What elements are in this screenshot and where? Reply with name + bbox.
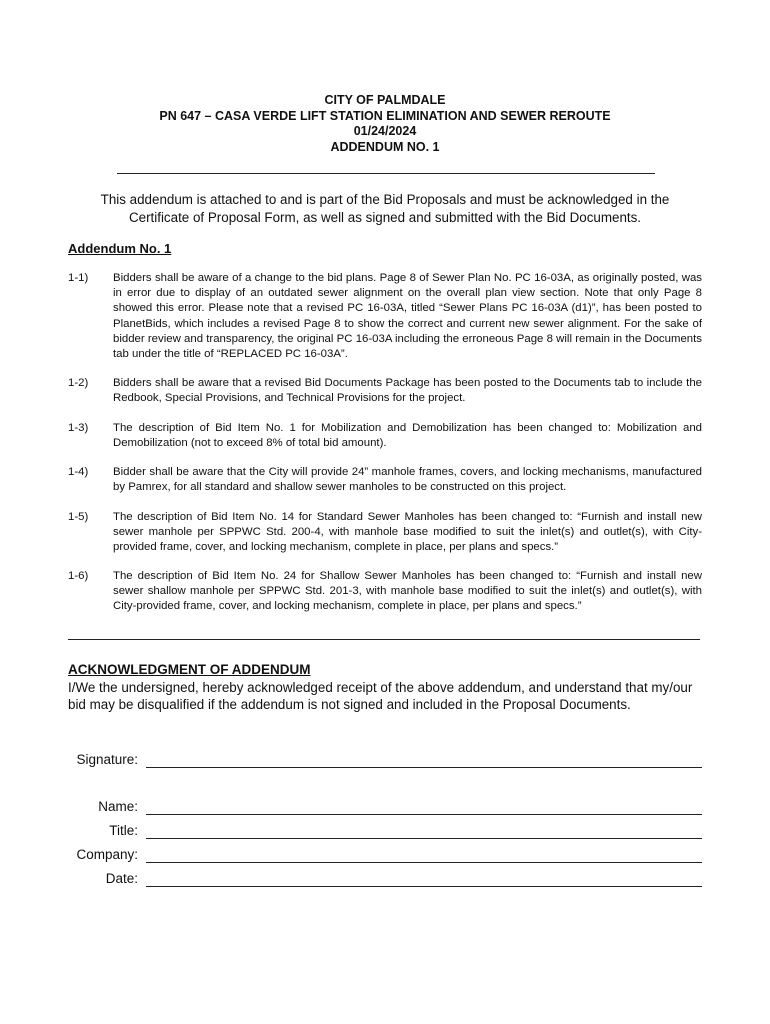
item-text: The description of Bid Item No. 24 for Shallow Sewer Manholes has been changed to: “Furnish and install new sewer shallow manhole per SPPWC Std. 201-3, with manhole base modified to suit the inlet(s) and outlet(s), with City-provided frame, cover, and locking mechanism, complete in place, per plans and specs.”: [113, 570, 702, 613]
company-line[interactable]: [146, 862, 702, 863]
addendum-number: ADDENDUM NO. 1: [330, 139, 440, 154]
signature-line[interactable]: [146, 767, 702, 768]
name-row: [0, 798, 770, 818]
company-label: Company:: [76, 847, 138, 862]
title-label: Title:: [109, 823, 138, 838]
signature-row: [0, 751, 770, 771]
date-label: Date:: [105, 871, 138, 886]
item-text: Bidders shall be aware that a revised Bid Documents Package has been posted to the Documents tab to include the Redbook, Special Provisions, and Technical Provisions for the project.: [113, 377, 702, 405]
title-line[interactable]: [146, 838, 702, 839]
item-number: 1-1): [68, 272, 89, 284]
header-divider: [117, 173, 655, 174]
name-label: Name:: [98, 799, 138, 814]
item-number: 1-4): [68, 466, 89, 478]
intro-paragraph: This addendum is attached to and is part of the Bid Proposals and must be acknowledged in the Certificate of Proposal Form, as well as signed and submitted with the Bid Documents.: [100, 192, 670, 225]
section-divider: [68, 639, 700, 640]
org-name: CITY OF PALMDALE: [324, 93, 446, 107]
item-number: 1-2): [68, 377, 89, 389]
acknowledgment-text: I/We the undersigned, hereby acknowledged receipt of the above addendum, and understand that my/our bid may be disqualified if the addendum is not signed and included in the Proposal Documents.: [68, 680, 693, 712]
name-line[interactable]: [146, 814, 702, 815]
item-text: Bidders shall be aware of a change to the bid plans. Page 8 of Sewer Plan No. PC 16-03A, as originally posted, was in error due to display of an outdated sewer alignment on the overall plan view section. Note that only Page 8 showed this error. Please note that a revised PC 16-03A, titled “Sewer Plans PC 16-03A (d1)”, has been posted to PlanetBids, which includes a revised Page 8 to show the correct and current new sewer alignment. For the sake of bidder review and transparency, the original PC 16-03A including the erroneous Page 8 will remain in the Documents tab under the title of “REPLACED PC 16-03A”.: [113, 272, 702, 361]
item-number: 1-6): [68, 570, 89, 582]
company-row: [0, 846, 770, 866]
document-date: 01/24/2024: [353, 124, 417, 138]
date-line[interactable]: [146, 886, 702, 887]
item-text: The description of Bid Item No. 14 for Standard Sewer Manholes has been changed to: “Furnish and install new sewer manhole per SPPWC Std. 200-4, with manhole base modified to suit the inlet(s) and outlet(s), with City-provided frame, cover, and locking mechanism, complete in place, per plans and specs.”: [113, 511, 702, 554]
section-title: Addendum No. 1: [68, 241, 172, 256]
item-text: The description of Bid Item No. 1 for Mobilization and Demobilization has been changed to: Mobilization and Demobilization (not to exceed 8% of total bid amount).: [113, 422, 702, 450]
item-number: 1-3): [68, 422, 89, 434]
title-row: [0, 822, 770, 842]
document-header: [0, 93, 770, 155]
acknowledgment-title: ACKNOWLEDGMENT OF ADDENDUM: [68, 662, 311, 677]
item-text: Bidder shall be aware that the City will provide 24” manhole frames, covers, and locking mechanisms, manufactured by Pamrex, for all standard and shallow sewer manholes to be constructed on this project.: [113, 466, 702, 494]
project-title: PN 647 – CASA VERDE LIFT STATION ELIMINATION AND SEWER REROUTE: [159, 108, 611, 123]
date-row: [0, 870, 770, 890]
item-number: 1-5): [68, 511, 89, 523]
signature-label: Signature:: [76, 752, 138, 767]
